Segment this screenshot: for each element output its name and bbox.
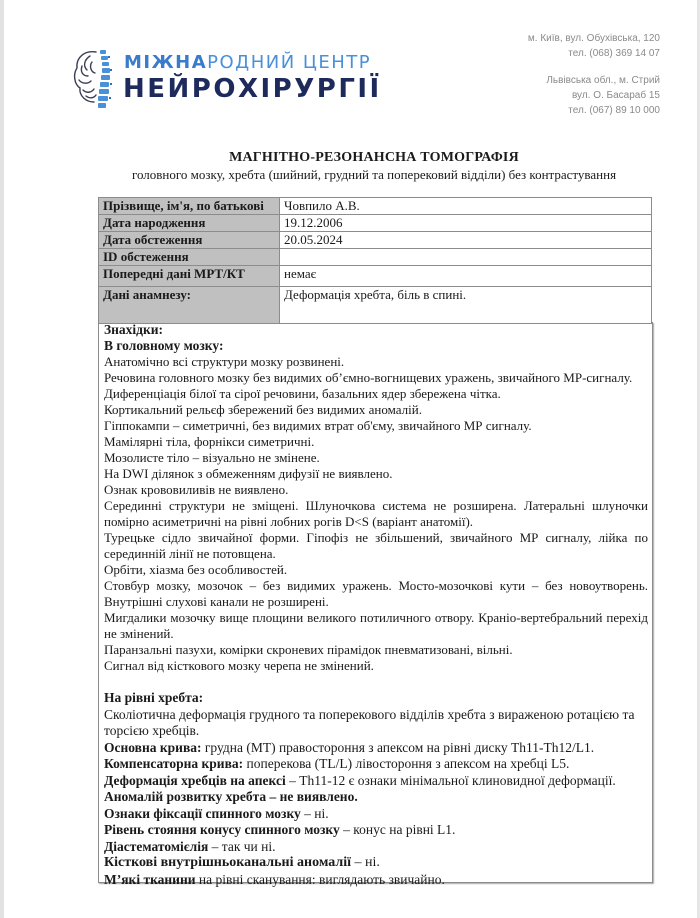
- brain-finding: Мозолисте тіло – візуально не змінене.: [104, 450, 320, 465]
- logo-line2: НЕЙРОХІРУРГІЇ: [123, 74, 382, 104]
- logo-line1-rest: РОДНИЙ ЦЕНТР: [207, 52, 372, 73]
- brain-finding: Паранзальні пазухи, комірки скроневих пірамідок пневматизовані, вільні.: [104, 642, 513, 657]
- spine-finding-text: поперекова (TL/L) лівостороння з апексом на хребці L5.: [243, 756, 570, 771]
- clinic-contacts: [528, 31, 660, 118]
- spine-finding-text: – Th11-12 є ознаки мінімальної клиновидної деформації.: [285, 772, 616, 788]
- exam-date-value: 20.05.2024: [280, 232, 652, 249]
- kyiv-address: м. Київ, вул. Обухівська, 120: [527, 33, 660, 44]
- brain-finding: Кортикальний рельєф збережений без видимих аномалій.: [104, 402, 422, 417]
- brain-finding: Мигдалики мозочку вище площини великого потиличного отвору. Краніо-вертебральний перехід не змінений.: [104, 610, 648, 641]
- exam-date-label: Дата обстеження: [99, 232, 280, 249]
- spine-finding: [104, 822, 648, 839]
- spine-finding-label: Діастематомієлія: [104, 838, 209, 854]
- stryi-street: вул. О. Басараб 15: [571, 90, 660, 101]
- spine-finding-text: грудна (МТ) правостороння з апексом на рівні диску Th11-Th12/L1.: [201, 739, 595, 755]
- spine-finding-text: – ні.: [351, 855, 380, 870]
- brain-finding: Ознак крововиливів не виявлено.: [104, 482, 289, 497]
- spine-finding-label: Деформація хребців на апексі: [104, 772, 286, 788]
- document-title: МАГНІТНО-РЕЗОНАНСНА ТОМОГРАФІЯ: [229, 150, 519, 165]
- brain-finding: Речовина головного мозку без видимих об’ємно-вогнищевих уражень, звичайного МР-сигналу.: [104, 370, 633, 385]
- brain-finding: Стовбур мозку, мозочок – без видимих уражень. Мосто-мозочкові кути – без новоутворень. Внутрішні слухові канали не розширені.: [104, 578, 648, 609]
- spine-finding-text: – так чи ні.: [208, 838, 276, 854]
- stryi-phone: тел. (067) 89 10 000: [568, 105, 660, 116]
- spine-finding-label: Компенсаторна крива:: [104, 756, 244, 771]
- full-name-value: Човпило А.В.: [280, 198, 652, 215]
- brain-finding: Орбіти, хіазма без особливостей.: [104, 562, 288, 577]
- spine-finding: [104, 789, 648, 806]
- table-row: [99, 287, 652, 324]
- previous-mri-value: немає: [280, 266, 652, 287]
- brain-finding: Мамілярні тіла, форнікси симетричні.: [104, 434, 315, 449]
- exam-id-label: ID обстеження: [99, 249, 280, 266]
- spine-findings: [104, 690, 648, 888]
- spine-finding-label: М’які тканини: [104, 871, 196, 887]
- spine-finding-label: Основна крива:: [104, 739, 202, 755]
- brain-finding: Гіппокампи – симетричні, без видимих втрат об'єму, звичайного МР сигналу.: [104, 418, 532, 433]
- brain-finding: На DWI ділянок з обмеженням дифузії не виявлено.: [104, 466, 393, 481]
- spine-finding: [104, 839, 648, 856]
- kyiv-phone: тел. (068) 369 14 07: [568, 48, 660, 59]
- document-subtitle: головного мозку, хребта (шийний, грудний та поперековий відділи) без контрастування: [131, 167, 617, 182]
- findings-heading: Знахідки:: [104, 322, 164, 337]
- clinic-logo: [70, 44, 382, 114]
- spine-intro: Сколіотична деформація грудного та поперекового відділів хребта з вираженою ротацією та торсією хребців.: [104, 706, 635, 738]
- birth-date-value: 19.12.2006: [280, 215, 652, 232]
- spine-finding: [104, 740, 648, 757]
- spine-finding: [104, 773, 648, 790]
- brain-finding: Серединні структури не зміщені. Шлуночкова система не розширена. Латеральні шлуночки помірно асиметричні на рівні лобних рогів D<S (варіант анатомії).: [104, 498, 648, 529]
- patient-info-table: [98, 197, 652, 324]
- table-row: [99, 215, 652, 232]
- spine-finding-label: Кісткові внутрішньоканальні аномалії: [104, 855, 352, 870]
- spine-finding-label: Рівень стояння конусу спинного мозку: [104, 822, 340, 837]
- anamnesis-label: Дані анамнезу:: [99, 287, 280, 324]
- spine-finding: [104, 756, 648, 773]
- spine-heading: На рівні хребта:: [104, 690, 204, 705]
- spine-finding-text: – конус на рівні L1.: [339, 822, 456, 837]
- spine-finding-label: Аномалій розвитку хребта – не виявлено.: [104, 789, 358, 804]
- spine-finding-text: – ні.: [300, 805, 329, 821]
- brain-finding: Анатомічно всі структури мозку розвинені.: [104, 354, 345, 369]
- exam-id-value: [280, 249, 652, 266]
- full-name-label: Прізвище, ім'я, по батькові: [99, 198, 280, 215]
- previous-mri-label: Попередні дані МРТ/КТ: [99, 266, 280, 287]
- spine-finding: [104, 855, 648, 872]
- page-left-edge: [0, 0, 4, 918]
- brain-finding: Диференціація білої та сірої речовини, базальних ядер збережена чітка.: [104, 386, 501, 401]
- anamnesis-value: Деформація хребта, біль в спині.: [280, 287, 652, 324]
- logo-line1: [124, 52, 371, 73]
- spine-finding-text: на рівні сканування: виглядають звичайно.: [195, 871, 445, 887]
- brain-finding: Сигнал від кісткового мозку черепа не змінений.: [104, 658, 374, 673]
- brain-spine-icon: [70, 44, 124, 114]
- stryi-region: Львівська обл., м. Стрий: [546, 75, 660, 86]
- birth-date-label: Дата народження: [99, 215, 280, 232]
- brain-heading: В головному мозку:: [104, 338, 224, 353]
- table-row: [99, 232, 652, 249]
- brain-finding: Турецьке сідло звичайної форми. Гіпофіз не збільшений, звичайного МР сигналу, лійка по серединній лінії не потовщена.: [104, 530, 648, 561]
- table-row: [99, 198, 652, 215]
- findings-section: [98, 322, 653, 887]
- spine-finding: [104, 872, 648, 889]
- spine-finding: [104, 806, 648, 823]
- logo-line1-bold: МІЖНА: [124, 52, 208, 73]
- spine-finding-label: Ознаки фіксації спинного мозку: [104, 805, 301, 821]
- table-row: [99, 266, 652, 287]
- table-row: [99, 249, 652, 266]
